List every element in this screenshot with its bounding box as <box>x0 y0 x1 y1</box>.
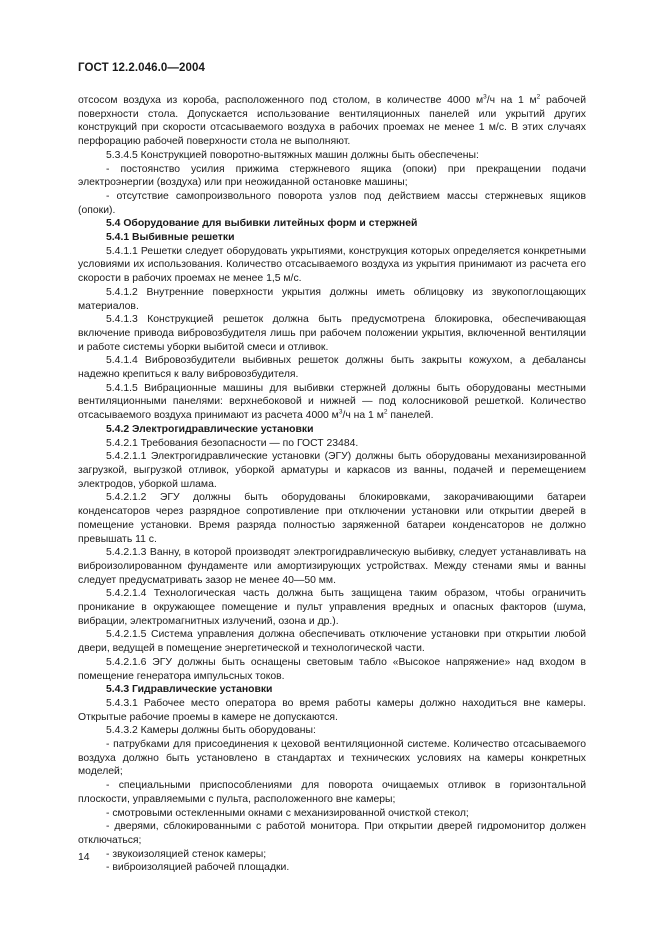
paragraph: 5.4.1.3 Конструкцией решеток должна быть предусмотрена блокировка, обеспечивающая включение привода вибровозбудителя лишь при рабочем положении укрытия, включенной вентиляции и работе системы уборки выбитой смеси и отливок. <box>78 314 586 353</box>
paragraph: 5.4.2.1.4 Технологическая часть должна быть защищена таким образом, чтобы ограничить проникание в окружающее помещение и пульт управления вредных и опасных факторов (шума, вибрации, электромагнитных излучений, озона и др.). <box>78 588 586 627</box>
paragraph: 5.4.1.4 Вибровозбудители выбивных решеток должны быть закрыты кожухом, а дебалансы надежно крепиться к валу вибровозбудителя. <box>78 355 586 381</box>
paragraph: 5.4.2.1.5 Система управления должна обеспечивать отключение установки при открытии любой двери, ведущей в помещение энергетической и технологической части. <box>78 629 586 655</box>
paragraph: 5.4.2.1.1 Электрогидравлические установки (ЭГУ) должны быть оборудованы механизированной загрузкой, выгрузкой отливок, уборкой арматуры и каркасов из ванны, подачей и перемещением электродов, уборкой шлама. <box>78 451 586 490</box>
paragraph: - дверями, сблокированными с работой монитора. При открытии дверей гидромонитор должен отключаться; <box>78 821 586 846</box>
paragraph: 5.4.2.1.2 ЭГУ должны быть оборудованы блокировками, закорачивающими батареи конденсаторов через разрядное сопротивление при отключении установки или открытии дверей в помещение установки. Время разряда полностью заряженной батареи конденсаторов не должно превышать 11 с. <box>78 492 586 545</box>
section-heading: 5.4.1 Выбивные решетки <box>106 232 235 244</box>
paragraph: - патрубками для присоединения к цеховой вентиляционной системе. Количество отсасываемого воздуха должно быть установлено в стандартах и технических условиях на камеры конкретных моделей; <box>78 739 586 778</box>
paragraph: - звукоизоляцией стенок камеры; <box>106 848 267 860</box>
paragraph: отсосом воздуха из короба, расположенного под столом, в количестве 4000 $м^3/ч$ на 1 $м^2$ рабочей поверхности стола. Допускается использование вентиляционных панелей или укрытий других конструкций при скорости отсасываемого воздуха в рабочих проемах не менее 1 м/с. В этих случаях перфорацию рабочей поверхности стола не выполняют. <box>78 93 586 148</box>
paragraph: 5.4.2.1 Требования безопасности — по ГОСТ 23484. <box>106 437 359 449</box>
paragraph: 5.4.1.2 Внутренние поверхности укрытия должны иметь облицовку из звукопоглощающих материалов. <box>78 286 586 312</box>
paragraph: - постоянство усилия прижима стержневого ящика (опоки) при прекращении подачи электроэнергии (воздуха) или при неожиданной остановке машины; <box>78 163 586 189</box>
paragraph: 5.4.3.1 Рабочее место оператора во время работы камеры должно находиться вне камеры. Открытые рабочие проемы в камере не допускаются. <box>78 697 586 723</box>
section-heading: 5.4 Оборудование для выбивки литейных форм и стержней <box>106 218 418 230</box>
paragraph: - специальными приспособлениями для поворота очищаемых отливок в горизонтальной плоскости, управляемыми с пульта, расположенного вне камеры; <box>78 780 586 805</box>
paragraph: 5.3.4.5 Конструкцией поворотно-вытяжных машин должны быть обеспечены: <box>106 149 479 161</box>
paragraph: 5.4.1.1 Решетки следует оборудовать укрытиями, конструкция которых определяется конкретными условиями их использования. Количество отсасываемого воздуха из укрытия принимают из расчета его скорости в рабочих проемах не менее 1,5 м/с. <box>78 245 586 285</box>
paragraph: 5.4.3.2 Камеры должны быть оборудованы: <box>106 725 316 737</box>
document-body <box>78 94 586 875</box>
document-header: ГОСТ 12.2.046.0—2004 <box>78 62 205 74</box>
page-number: 14 <box>78 852 90 863</box>
paragraph: 5.4.2.1.6 ЭГУ должны быть оснащены световым табло «Высокое напряжение» над входом в помещение генератора импульсных токов. <box>78 656 586 682</box>
section-heading: 5.4.3 Гидравлические установки <box>106 684 273 696</box>
paragraph: - смотровыми остекленными окнами с механизированной очисткой стекол; <box>106 807 469 819</box>
paragraph: - виброизоляцией рабочей площадки. <box>106 862 290 874</box>
paragraph: 5.4.1.5 Вибрационные машины для выбивки стержней должны быть оборудованы местными вентиляционными панелями: верхнебоковой и нижней — под колосниковой решеткой. Количество отсасываемого воздуха принимают из расчета 4000 $м^3/ч$ на 1 $м^2$ панелей. <box>78 382 586 422</box>
paragraph: 5.4.2.1.3 Ванну, в которой производят электрогидравлическую выбивку, следует устанавливать на виброизолированном фундаменте или амортизирующих устройствах. Между стенами ямы и ванны следует предусматривать зазор не менее 40—50 мм. <box>78 547 586 586</box>
paragraph: - отсутствие самопроизвольного поворота узлов под действием массы стержневых ящиков (опоки). <box>78 190 586 216</box>
section-heading: 5.4.2 Электрогидравлические установки <box>106 423 314 435</box>
